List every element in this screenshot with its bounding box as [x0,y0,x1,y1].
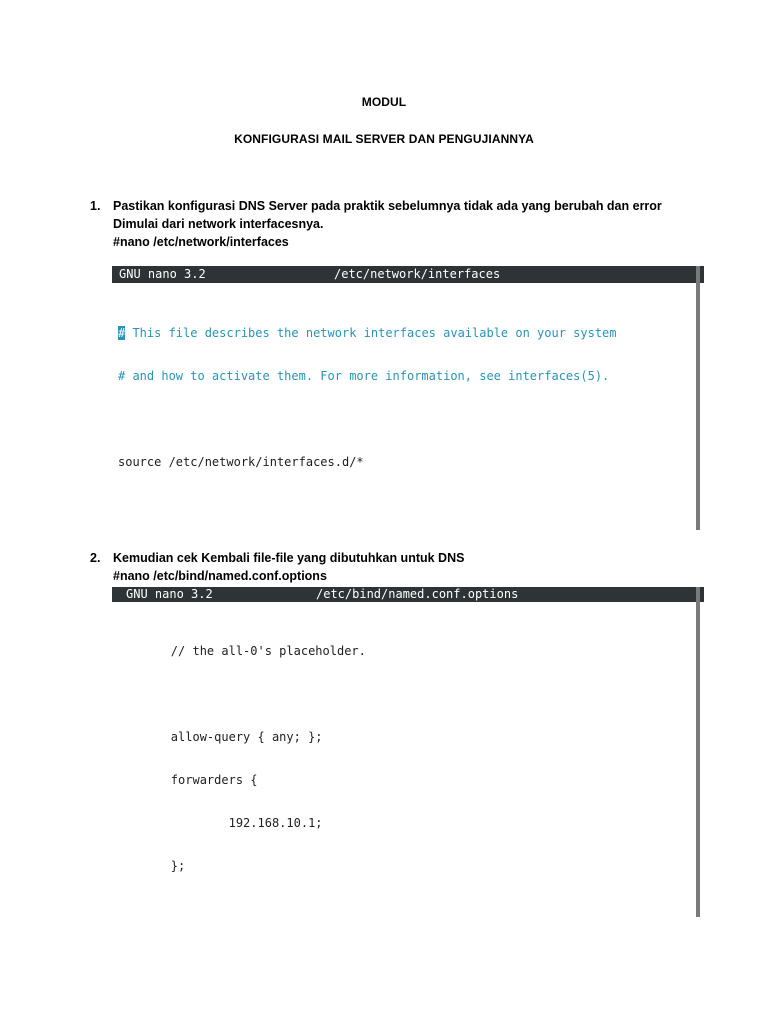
nano-titlebar [112,266,704,283]
step-2-number: 2. [90,551,101,565]
code-line: forwarders { [113,773,258,787]
code-line: # and how to activate them. For more information, see interfaces(5). [118,369,610,383]
terminal-named-conf-screenshot [112,587,704,917]
step-2-line-2: #nano /etc/bind/named.conf.options [113,569,327,583]
code-line: allow-query { any; }; [113,730,323,744]
text-cursor: # [118,326,126,340]
step-1-line-3: #nano /etc/network/interfaces [113,235,289,249]
step-2-text [113,549,464,585]
step-2-line-1: Kemudian cek Kembali file-file yang dibutuhkan untuk DNS [113,551,465,565]
nano-titlebar [112,587,704,602]
step-1-line-2: Dimulai dari network interfacesnya. [113,217,324,231]
nano-app-name: GNU nano 3.2 [119,267,206,281]
terminal-scrollbar [696,266,700,530]
step-1-number: 1. [90,199,101,213]
nano-editor-body [113,616,693,917]
code-line-blank [118,498,617,513]
code-line: # This file describes the network interfaces available on your system [118,326,617,340]
code-line: 192.168.10.1; [113,816,323,830]
step-1-text [113,197,662,251]
step-1-line-1: Pastikan konfigurasi DNS Server pada praktik sebelumnya tidak ada yang berubah dan error [113,199,662,213]
terminal-scrollbar [696,587,700,917]
code-line [113,687,693,702]
nano-app-name: GNU nano 3.2 [126,587,213,601]
code-line-blank [118,412,617,427]
terminal-interfaces-screenshot [112,266,704,530]
nano-file-path: /etc/network/interfaces [334,267,501,281]
code-line: source /etc/network/interfaces.d/* [118,455,364,469]
document-subtitle: KONFIGURASI MAIL SERVER DAN PENGUJIANNYA [234,132,534,146]
document-title: MODUL [361,95,407,109]
code-line [113,902,693,917]
code-line: }; [113,859,186,873]
code-line: // the all-0's placeholder. [113,644,366,658]
nano-file-path: /etc/bind/named.conf.options [316,587,519,601]
nano-editor-body [118,298,617,530]
